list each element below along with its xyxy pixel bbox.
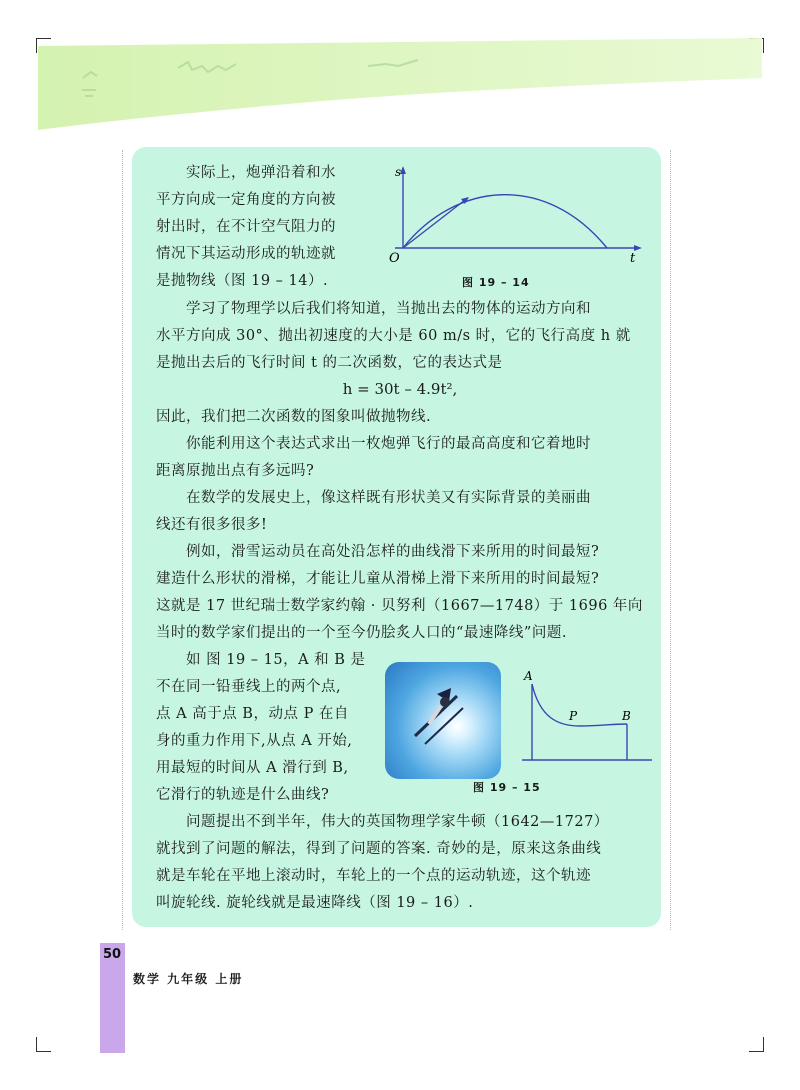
paragraph-5: 在数学的发展史上，像这样既有形状美又有实际背景的美丽曲 线还有很多很多! xyxy=(156,490,591,533)
point-a-label: A xyxy=(524,669,533,683)
crop-mark-bottom-left xyxy=(36,1037,51,1052)
figure-19-15-caption: 图 19 – 15 xyxy=(473,781,541,794)
quadratic-formula: h = 30t – 4.9t², xyxy=(342,380,458,398)
launch-direction xyxy=(403,200,465,248)
figure-19-15-brachistochrone xyxy=(518,666,656,770)
paragraph-1: 实际上，炮弹沿着和水 平方向成一定角度的方向被 射出时，在不计空气阻力的 情况下其运动形成的轨迹就 是抛物线（图 19 – 14）. xyxy=(156,165,336,289)
point-b-label: B xyxy=(622,709,631,723)
figure-19-14-caption: 图 19 – 14 xyxy=(462,276,530,289)
paragraph-3: 因此，我们把二次函数的图象叫做抛物线. xyxy=(156,409,432,425)
paragraph-8: 问题提出不到半年，伟大的英国物理学家牛顿（1642—1727） 就找到了问题的解法，得到了问题的答案. 奇妙的是，原来这条曲线 就是车轮在平地上滚动时，车轮上的一个点的运动轨迹，这个轨迹 叫旋轮线. 旋轮线就是最速降线（图 19 – 16）. xyxy=(156,814,609,911)
skier-silhouette-icon xyxy=(415,688,463,744)
book-title: 数学 九年级 上册 xyxy=(133,972,244,986)
figure-19-14-trajectory xyxy=(385,162,647,266)
descent-curve xyxy=(532,684,627,726)
page-number: 50 xyxy=(103,947,122,962)
margin-guide-right xyxy=(670,150,671,930)
skier-photo xyxy=(385,662,501,779)
decorative-header-band xyxy=(38,38,762,130)
axis-s-label: s xyxy=(395,165,402,179)
crop-mark-bottom-right xyxy=(749,1037,764,1052)
origin-label: O xyxy=(389,251,400,266)
paragraph-4: 你能利用这个表达式求出一枚炮弹飞行的最高高度和它着地时 距离原抛出点有多远吗? xyxy=(156,436,591,479)
axis-t-label: t xyxy=(630,251,636,266)
paragraph-6: 例如，滑雪运动员在高处沿怎样的曲线滑下来所用的时间最短? 建造什么形状的滑梯，才能让儿童从滑梯上滑下来所用的时间最短? 这就是 17 世纪瑞士数学家约翰 · 贝努利（1667—1748）于 1696 年向 当时的数学家们提出的一个至今仍脍炙人口的“最速降线”问题. xyxy=(156,544,643,641)
paragraph-2: 学习了物理学以后我们将知道，当抛出去的物体的运动方向和 水平方向成 30°、抛出初速度的大小是 60 m/s 时，它的飞行高度 h 就 是抛出去后的飞行时间 t 的二次函数，它的表达式是 xyxy=(156,301,631,371)
paragraph-7: 如 图 19 – 15，A 和 B 是 不在同一铅垂线上的两个点, 点 A 高于点 B，动点 P 在自 身的重力作用下,从点 A 开始, 用最短的时间从 A 滑行到 B, 它滑行的轨迹是什么曲线? xyxy=(156,652,366,803)
point-p-label: P xyxy=(569,709,578,723)
parabola-curve xyxy=(403,195,607,248)
margin-guide-left xyxy=(122,150,123,930)
